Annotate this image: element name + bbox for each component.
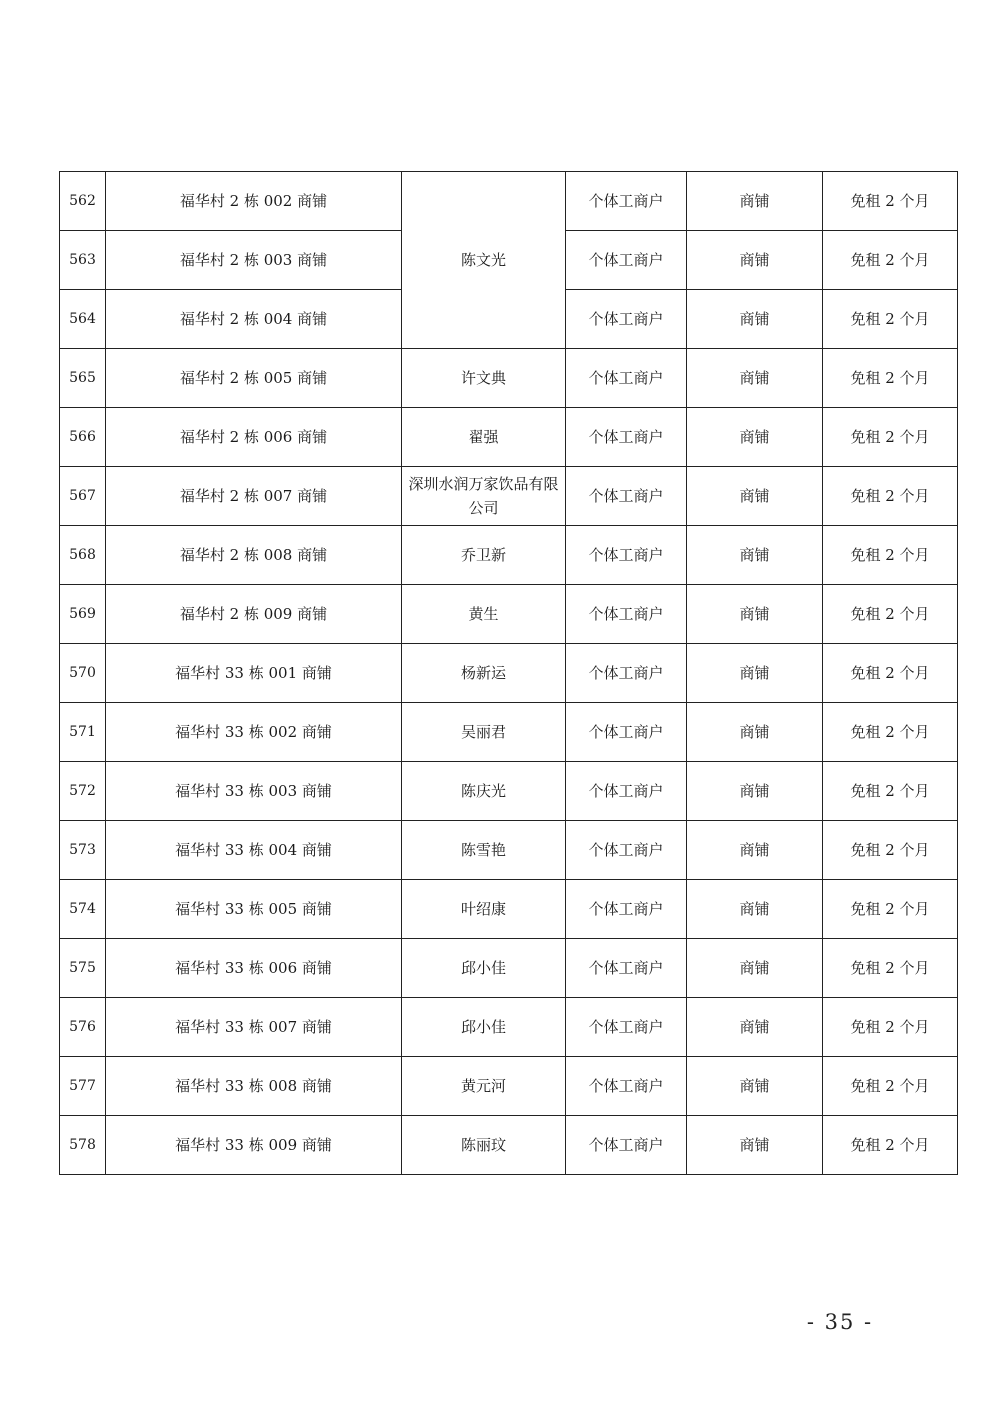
entity-type-cell: 个体工商户 bbox=[566, 467, 687, 526]
location-cell: 福华村 33 栋 004 商铺 bbox=[106, 821, 402, 880]
location-cell: 福华村 33 栋 001 商铺 bbox=[106, 644, 402, 703]
property-category-cell: 商铺 bbox=[687, 526, 823, 585]
property-category-cell: 商铺 bbox=[687, 644, 823, 703]
table-body bbox=[60, 172, 958, 1175]
property-category-cell: 商铺 bbox=[687, 998, 823, 1057]
entity-type-cell: 个体工商户 bbox=[566, 880, 687, 939]
property-category-cell: 商铺 bbox=[687, 290, 823, 349]
property-category-cell: 商铺 bbox=[687, 762, 823, 821]
row-number-cell: 573 bbox=[60, 821, 106, 880]
relief-policy-cell: 免租 2 个月 bbox=[823, 349, 958, 408]
location-cell: 福华村 33 栋 002 商铺 bbox=[106, 703, 402, 762]
property-category-cell: 商铺 bbox=[687, 231, 823, 290]
row-number-cell: 565 bbox=[60, 349, 106, 408]
row-number-cell: 562 bbox=[60, 172, 106, 231]
location-cell: 福华村 2 栋 008 商铺 bbox=[106, 526, 402, 585]
location-cell: 福华村 33 栋 003 商铺 bbox=[106, 762, 402, 821]
property-category-cell: 商铺 bbox=[687, 1116, 823, 1175]
entity-type-cell: 个体工商户 bbox=[566, 644, 687, 703]
relief-policy-cell: 免租 2 个月 bbox=[823, 585, 958, 644]
table-row bbox=[60, 998, 958, 1057]
property-category-cell: 商铺 bbox=[687, 939, 823, 998]
table-row bbox=[60, 939, 958, 998]
location-cell: 福华村 2 栋 003 商铺 bbox=[106, 231, 402, 290]
owner-cell: 陈文光 bbox=[402, 172, 566, 349]
location-cell: 福华村 33 栋 007 商铺 bbox=[106, 998, 402, 1057]
property-category-cell: 商铺 bbox=[687, 703, 823, 762]
row-number-cell: 571 bbox=[60, 703, 106, 762]
location-cell: 福华村 2 栋 005 商铺 bbox=[106, 349, 402, 408]
row-number-cell: 577 bbox=[60, 1057, 106, 1116]
table-row bbox=[60, 172, 958, 231]
row-number-cell: 564 bbox=[60, 290, 106, 349]
property-category-cell: 商铺 bbox=[687, 172, 823, 231]
table-row bbox=[60, 821, 958, 880]
location-cell: 福华村 33 栋 008 商铺 bbox=[106, 1057, 402, 1116]
owner-cell: 翟强 bbox=[402, 408, 566, 467]
property-category-cell: 商铺 bbox=[687, 880, 823, 939]
owner-cell: 邱小佳 bbox=[402, 939, 566, 998]
relief-policy-cell: 免租 2 个月 bbox=[823, 290, 958, 349]
table-row bbox=[60, 408, 958, 467]
relief-policy-cell: 免租 2 个月 bbox=[823, 1057, 958, 1116]
location-cell: 福华村 33 栋 009 商铺 bbox=[106, 1116, 402, 1175]
relief-policy-cell: 免租 2 个月 bbox=[823, 821, 958, 880]
relief-policy-cell: 免租 2 个月 bbox=[823, 644, 958, 703]
row-number-cell: 568 bbox=[60, 526, 106, 585]
row-number-cell: 575 bbox=[60, 939, 106, 998]
row-number-cell: 563 bbox=[60, 231, 106, 290]
table-row bbox=[60, 762, 958, 821]
table-row bbox=[60, 349, 958, 408]
property-category-cell: 商铺 bbox=[687, 467, 823, 526]
relief-policy-cell: 免租 2 个月 bbox=[823, 231, 958, 290]
row-number-cell: 570 bbox=[60, 644, 106, 703]
location-cell: 福华村 2 栋 006 商铺 bbox=[106, 408, 402, 467]
location-cell: 福华村 2 栋 002 商铺 bbox=[106, 172, 402, 231]
entity-type-cell: 个体工商户 bbox=[566, 703, 687, 762]
property-category-cell: 商铺 bbox=[687, 585, 823, 644]
table-row bbox=[60, 467, 958, 526]
row-number-cell: 578 bbox=[60, 1116, 106, 1175]
owner-cell: 深圳水润万家饮品有限公司 bbox=[402, 467, 566, 526]
owner-cell: 陈雪艳 bbox=[402, 821, 566, 880]
relief-policy-cell: 免租 2 个月 bbox=[823, 998, 958, 1057]
table-row bbox=[60, 1116, 958, 1175]
owner-cell: 乔卫新 bbox=[402, 526, 566, 585]
owner-cell: 邱小佳 bbox=[402, 998, 566, 1057]
row-number-cell: 569 bbox=[60, 585, 106, 644]
entity-type-cell: 个体工商户 bbox=[566, 585, 687, 644]
table-row bbox=[60, 526, 958, 585]
row-number-cell: 576 bbox=[60, 998, 106, 1057]
entity-type-cell: 个体工商户 bbox=[566, 1057, 687, 1116]
relief-policy-cell: 免租 2 个月 bbox=[823, 880, 958, 939]
table-row bbox=[60, 644, 958, 703]
entity-type-cell: 个体工商户 bbox=[566, 998, 687, 1057]
row-number-cell: 572 bbox=[60, 762, 106, 821]
relief-policy-cell: 免租 2 个月 bbox=[823, 408, 958, 467]
relief-policy-cell: 免租 2 个月 bbox=[823, 1116, 958, 1175]
owner-cell: 黄生 bbox=[402, 585, 566, 644]
entity-type-cell: 个体工商户 bbox=[566, 231, 687, 290]
entity-type-cell: 个体工商户 bbox=[566, 939, 687, 998]
owner-cell: 杨新运 bbox=[402, 644, 566, 703]
owner-cell: 黄元河 bbox=[402, 1057, 566, 1116]
entity-type-cell: 个体工商户 bbox=[566, 821, 687, 880]
owner-cell: 许文典 bbox=[402, 349, 566, 408]
property-category-cell: 商铺 bbox=[687, 349, 823, 408]
row-number-cell: 574 bbox=[60, 880, 106, 939]
location-cell: 福华村 33 栋 006 商铺 bbox=[106, 939, 402, 998]
entity-type-cell: 个体工商户 bbox=[566, 408, 687, 467]
row-number-cell: 566 bbox=[60, 408, 106, 467]
owner-cell: 吴丽君 bbox=[402, 703, 566, 762]
entity-type-cell: 个体工商户 bbox=[566, 762, 687, 821]
relief-policy-cell: 免租 2 个月 bbox=[823, 467, 958, 526]
entity-type-cell: 个体工商户 bbox=[566, 526, 687, 585]
relief-policy-cell: 免租 2 个月 bbox=[823, 172, 958, 231]
page-number: - 35 - bbox=[806, 1310, 874, 1334]
rent-relief-table bbox=[59, 171, 958, 1175]
property-category-cell: 商铺 bbox=[687, 821, 823, 880]
relief-policy-cell: 免租 2 个月 bbox=[823, 762, 958, 821]
entity-type-cell: 个体工商户 bbox=[566, 349, 687, 408]
relief-policy-cell: 免租 2 个月 bbox=[823, 526, 958, 585]
location-cell: 福华村 2 栋 007 商铺 bbox=[106, 467, 402, 526]
location-cell: 福华村 2 栋 009 商铺 bbox=[106, 585, 402, 644]
table-row bbox=[60, 1057, 958, 1116]
entity-type-cell: 个体工商户 bbox=[566, 172, 687, 231]
table-row bbox=[60, 585, 958, 644]
property-category-cell: 商铺 bbox=[687, 1057, 823, 1116]
property-category-cell: 商铺 bbox=[687, 408, 823, 467]
owner-cell: 叶绍康 bbox=[402, 880, 566, 939]
entity-type-cell: 个体工商户 bbox=[566, 1116, 687, 1175]
entity-type-cell: 个体工商户 bbox=[566, 290, 687, 349]
relief-policy-cell: 免租 2 个月 bbox=[823, 703, 958, 762]
table-row bbox=[60, 703, 958, 762]
row-number-cell: 567 bbox=[60, 467, 106, 526]
owner-cell: 陈丽玟 bbox=[402, 1116, 566, 1175]
owner-cell: 陈庆光 bbox=[402, 762, 566, 821]
location-cell: 福华村 2 栋 004 商铺 bbox=[106, 290, 402, 349]
table-row bbox=[60, 880, 958, 939]
relief-policy-cell: 免租 2 个月 bbox=[823, 939, 958, 998]
location-cell: 福华村 33 栋 005 商铺 bbox=[106, 880, 402, 939]
